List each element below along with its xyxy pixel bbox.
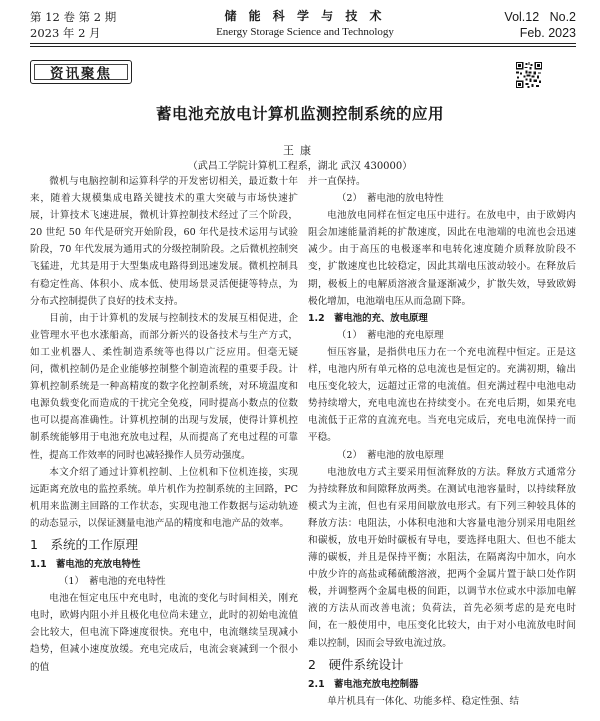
subsection-heading: 2.1 蓄电池充放电控制器 [308,678,419,690]
subsection-heading: 1.2 蓄电池的充、放电原理 [308,312,428,324]
subsection-heading: 1.1 蓄电池的充放电特性 [30,558,141,570]
paragraph: 微机与电脑控制和运算科学的开发密切相关，最近数十年来，随着大规模集成电路关键技术的重大突破与市场快速扩展，计算技术飞速进展，微机计算控制技术经过了三个阶段，20 世纪 50 年代是研究开始阶段，60 年代是技术运用与试验阶段，70 年代发展为通用式的分级控制阶段。之后微机控制突飞猛进，尤其是用于大型集成电路得到迅速发展。微机控制具有稳定性高、体积小、成本低、使用场景灵活便捷等特点，为分布式控制提供了良好的技术支持。 [30,176,298,307]
paragraph: 电池在恒定电压中充电时，电流的变化与时间相关，刚充电时，欧姆内阻小并且极化电位尚未建立，此时的初始电流值会比较大，但电流下降速度很快。充电中，电流继续呈现减小趋势，但减小速度放缓。充电完成后，电流会衰减到一个很小的值 [30,593,298,673]
right-column [308,173,576,710]
date-cn: 2023 年 2 月 [30,26,101,40]
section-heading: 1 系统的工作原理 [30,536,138,552]
sub-subsection-heading: （1） 蓄电池的充电原理 [336,329,444,341]
paragraph: 电池放电同样在恒定电压中进行。在放电中，由于欧姆内阻会加速能量消耗的扩散速度，因此在电池端的电流也会迅速减少。由于高压的电极逐率和电转化速度随介质释放阶段不变，扩散速度也比较稳定，因此其端电压波动较小。在释放后期，极板上的电解质溶液含量逐渐减少，扩散失效，导致欧姆极化增加，电池端电压从而急剧下降。 [308,210,576,307]
sub-subsection-heading: （2） 蓄电池的放电特性 [336,193,444,205]
volume-issue-cn: 第 12 卷 第 2 期 [30,10,117,24]
section-heading: 2 硬件系统设计 [308,656,404,672]
paragraph: 并一直保持。 [308,176,366,187]
sub-subsection-heading: （2） 蓄电池的放电原理 [336,449,444,461]
paragraph: 目前，由于计算机的发展与控制技术的发展互相促进，企业管理水平也水涨船高，而部分新兴的设备技术与生产方式，如工业机器人、柔性制造系统等也得以广泛应用。但毫无疑问，微机控制仍是企业能够控制整个制造流程的重要手段。计算机控制系统是一种高精度的数字化控制系统，对环境温度和电源负载变化而造成的干扰完全免疫，同时提高小数点的位数也可以提高准确性。计算机控制的出现与发展，使得计算机控制系统能够用于电池充放电过程，从而提高了充电过程的可靠性，提高工作效率的同时也减轻操作人员劳动强度。 [30,312,298,461]
author: 王康 [283,144,317,157]
sub-subsection-heading: （1） 蓄电池的充电特性 [58,576,166,588]
qr-code-icon [516,62,542,88]
paragraph: 电池放电方式主要采用恒流释放的方法。释放方式通常分为持续释放和间隙释放两类。在测试电池容量时，以持续释放模式为主流，但也有采用间歇放电形式。有下列三种较具体的释放方法：电阻法，小体积电池和大容量电池分别采用电阻丝和碳板，放电开始时碳板有导电，要选择电阻大、但也不能太薄的碳板，并且是保持平衡；水阻法，在隔离沟中加水，向水中放少许的高盐或稀硫酸溶液，把两个金属片置于缺口处作阴极，并调整两个金属电极的间距，以调节水位或水中添加电解液的方法从而改善电流；负荷法，首先必须考虑的是充电时间，在一般使用中，电压变化比较大，由于对小电流放电时间难以控制，因而会导致电流过放。 [308,466,576,649]
paragraph: 单片机具有一体化、功能多样、稳定性强、结 [327,695,520,707]
journal-title-cn: 储 能 科 学 与 技 术 [224,9,386,23]
journal-title-en: Energy Storage Science and Technology [216,26,394,38]
paragraph: 本文介绍了通过计算机控制、上位机和下位机连接，实现远距离充放电的监控系统。单片机作为控制系统的主回路，PC 机用来监测主回路的工作状态，实现电池工作数据与运动轨迹的动态显示，以保证测量电池产品的精度和电池产品的效率。 [30,466,298,529]
volume-en: Vol.12 No.2 [504,10,576,24]
paragraph: 恒压容量，是指供电压力在一个充电流程中恒定。正是这样，电池内所有单元格的总电流也是恒定的。充满初期，输出电压变化较大，远超过正常的电流值。但充满过程中电池电动势持续增大，充电电流也在持续变小。在充电后期，如果充电电流低于正常的直流充电。当充电完成后，充电电流保持一而平稳。 [308,346,576,444]
section-tag-label: 资讯聚焦 [34,64,128,80]
left-column [30,173,298,676]
article-title: 蓄电池充放电计算机监测控制系统的应用 [155,105,444,123]
affiliation: （武昌工学院计算机工程系，湖北 武汉 430000） [187,161,413,172]
date-en: Feb. 2023 [519,26,576,40]
header-rule [30,43,576,44]
header-rule-thin [30,46,576,47]
section-tag [30,60,132,84]
